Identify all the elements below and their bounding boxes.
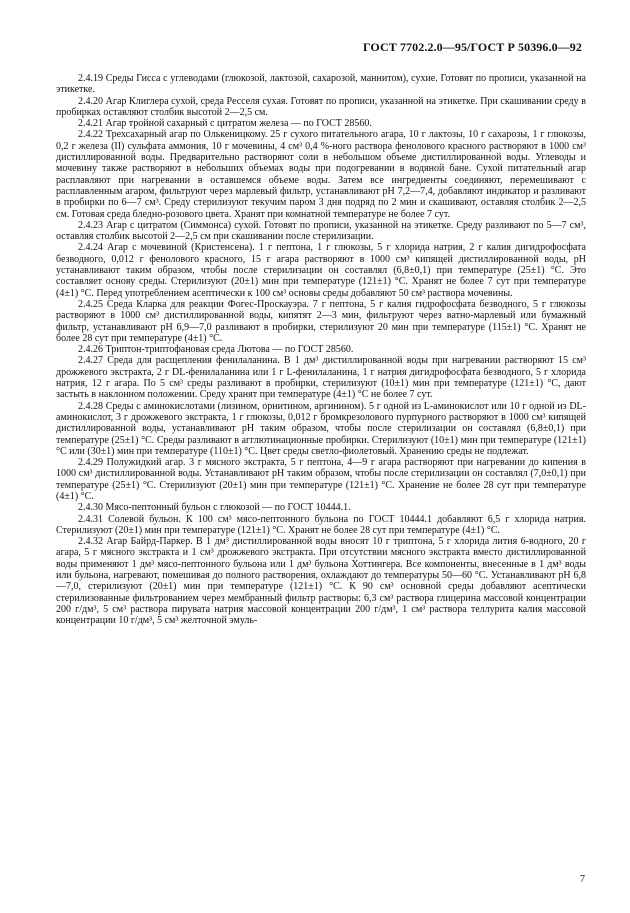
paragraph-2-4-24: 2.4.24 Агар с мочевиной (Кристенсена). 1 г пептона, 1 г глюкозы, 5 г хлорида натрия, 2 г калия дигидрофосфата безводного, 0,012 г фенолового красного, 15 г агара растворяют в 1000 см³ кипящей дистиллированной воды, pH устанавливают таким образом, чтобы после стерилизации он составлял (6,8±0,1) при температуре (25±1) °C. Это составляет основу среды. Стерилизуют (20±1) мин при температуре (121±1) °C. Хранят не более 7 сут при температуре (4±1) °C. Перед употреблением асептически к 100 см³ основы среды добавляют 50 см³ раствора мочевины. [56,242,586,299]
paragraph-2-4-21: 2.4.21 Агар тройной сахарный с цитратом железа — по ГОСТ 28560. [78,118,372,130]
paragraph-2-4-19: 2.4.19 Среды Гисса с углеводами (глюкозой, лактозой, сахарозой, маннитом), сухие. Готовят по прописи, указанной на этикетке. [56,73,586,96]
paragraph-2-4-23: 2.4.23 Агар с цитратом (Симмонса) сухой. Готовят по прописи, указанной на этикетке. Среду разливают по 5—7 см³, оставляя столбик высотой 2—2,5 см при скашивании после стерилизации. [56,219,586,243]
paragraph-2-4-20: 2.4.20 Агар Клиглера сухой, среда Ресселя сухая. Готовят по прописи, указанной на этикетке. При скашивании среду в пробирках оставляют столбик высотой 2—2,5 см. [56,95,586,118]
paragraph-2-4-27: 2.4.27 Среда для расщепления фенилаланина. В 1 дм³ дистиллированной воды при нагревании растворяют 15 см³ дрожжевого экстракта, 2 г DL-фенилаланина или 1 г L-фенилаланина, 1 г натрия дигидрофосфата безводного, 5 г хлорида натрия, 12 г агара. По 5 см³ среды разливают в пробирки, стерилизуют (10±1) мин при температуре (121±1) °C, дают застыть в наклонном положении. Среду хранят при температуре (4±1) °C не более 7 сут. [56,355,586,401]
paragraph-2-4-29: 2.4.29 Полужидкий агар. 3 г мясного экстракта, 5 г пептона, 4—9 г агара растворяют при нагревании до кипения в 1000 см³ дистиллированной воды. Устанавливают pH таким образом, чтобы после стерилизации он составлял (7,0±0,1) при температуре (25±1) °C. Стерилизуют (20±1) мин при температуре (121±1) °C. Хранение не более 28 сут при температуре (4±1) °C. [56,457,586,502]
document-header: ГОСТ 7702.2.0—95/ГОСТ Р 50396.0—92 [362,40,582,54]
paragraph-2-4-22: 2.4.22 Трехсахарный агар по Олькеницкому. 25 г сухого питательного агара, 10 г лактозы, 10 г сахарозы, 1 г глюкозы, 0,2 г железа (II) сульфата аммония, 10 г мочевины, 4 см³ 0,4 %-ного раствора фенолового красного растворяют в 1000 см³ дистиллированной воды. Предварительно растворяют соли в небольшом объеме дистиллированной воды. Углеводы и мочевину также растворяют в небольших объемах воды при подогревании в водяной бане. Сухой питательный агар расплавляют при нагревании в оставшемся объеме воды. Затем все ингредиенты соединяют, перемешивают с расплавленным агаром, фильтруют через марлевый фильтр, устанавливают pH 7,2—7,4, добавляют индикатор и разливают в пробирки по 6—7 см³. Среду стерилизуют текучим паром 3 дня подряд по 2 мин и скашивают, оставляя столбик 2—2,5 см. Готовая среда бледно-розового цвета. Хранят при комнатной температуре не более 7 сут. [56,129,586,220]
page-number: 7 [580,874,585,885]
paragraph-2-4-30: 2.4.30 Мясо-пептонный бульон с глюкозой — по ГОСТ 10444.1. [78,502,351,514]
paragraph-2-4-25: 2.4.25 Среда Кларка для реакции Фогес-Проскауэра. 7 г пептона, 5 г калия гидрофосфата безводного, 5 г глюкозы растворяют в 1000 см³ дистиллированной воды, кипятят 2—3 мин, фильтруют через ватно-марлевый или бумажный фильтр, устанавливают pH 6,9—7,0 разливают в пробирки, стерилизуют 20 мин при температуре (115±1) °C. Хранят не более 28 сут при температуре (4±1) °C. [56,298,586,344]
paragraph-2-4-32: 2.4.32 Агар Байрд-Паркер. В 1 дм³ дистиллированной воды вносят 10 г триптона, 5 г хлорида лития 6-водного, 20 г агара, 5 г мясного экстракта и 1 см³ дрожжевого экстракта. При отсутствии мясного экстракта вместо дистиллированной воды применяют 1 дм³ мясо-пептонного бульона или 1 дм³ бульона Хоттингера. Все компоненты, внесенные в 1 дм³ воды или бульона, нагревают, помешивая до полного растворения, охлаждают до температуры 50—60 °C. Устанавливают pH 6,8—7,0, стерилизуют (20±1) мин при температуре (121±1) °C. К 90 см³ основной среды добавляют асептически стерилизованные фильтрованием через мембранный фильтр растворы: 6,3 см³ раствора глицерина массовой концентрации 200 г/дм³, 5 см³ раствора пирувата натрия массовой концентрации 200 г/дм³, 1 см³ раствора теллурита калия массовой концентрации 10 г/дм³, 5 см³ желточной эмуль- [56,536,586,627]
paragraph-2-4-31: 2.4.31 Солевой бульон. К 100 см³ мясо-пептонного бульона по ГОСТ 10444.1 добавляют 6,5 г хлорида натрия. Стерилизуют (20±1) мин при температуре (121±1) °C. Хранят не более 28 сут при температуре (4±1) °C. [56,513,586,536]
paragraph-2-4-28: 2.4.28 Среды с аминокислотами (лизином, орнитином, аргинином). 5 г одной из L-аминокислот или 10 г одной из DL-аминокислот, 3 г дрожжевого экстракта, 1 г глюкозы, 0,012 г бромкрезолового пурпурного растворяют в 1000 см³ кипящей дистиллированной воды, устанавливают pH таким образом, чтобы после стерилизации он составлял (6,8±0,1) при температуре (25±1) °C. Среды разливают в агглютинационные пробирки. Стерилизуют (10±1) мин при температуре (121±1) °C или (30±1) мин при температуре (110±1) °C. Цвет среды светло-фиолетовый. Хранению среды не подлежат. [56,400,586,457]
paragraph-2-4-26: 2.4.26 Триптон-триптофановая среда Лютова — по ГОСТ 28560. [78,344,354,356]
document-body [56,73,586,627]
